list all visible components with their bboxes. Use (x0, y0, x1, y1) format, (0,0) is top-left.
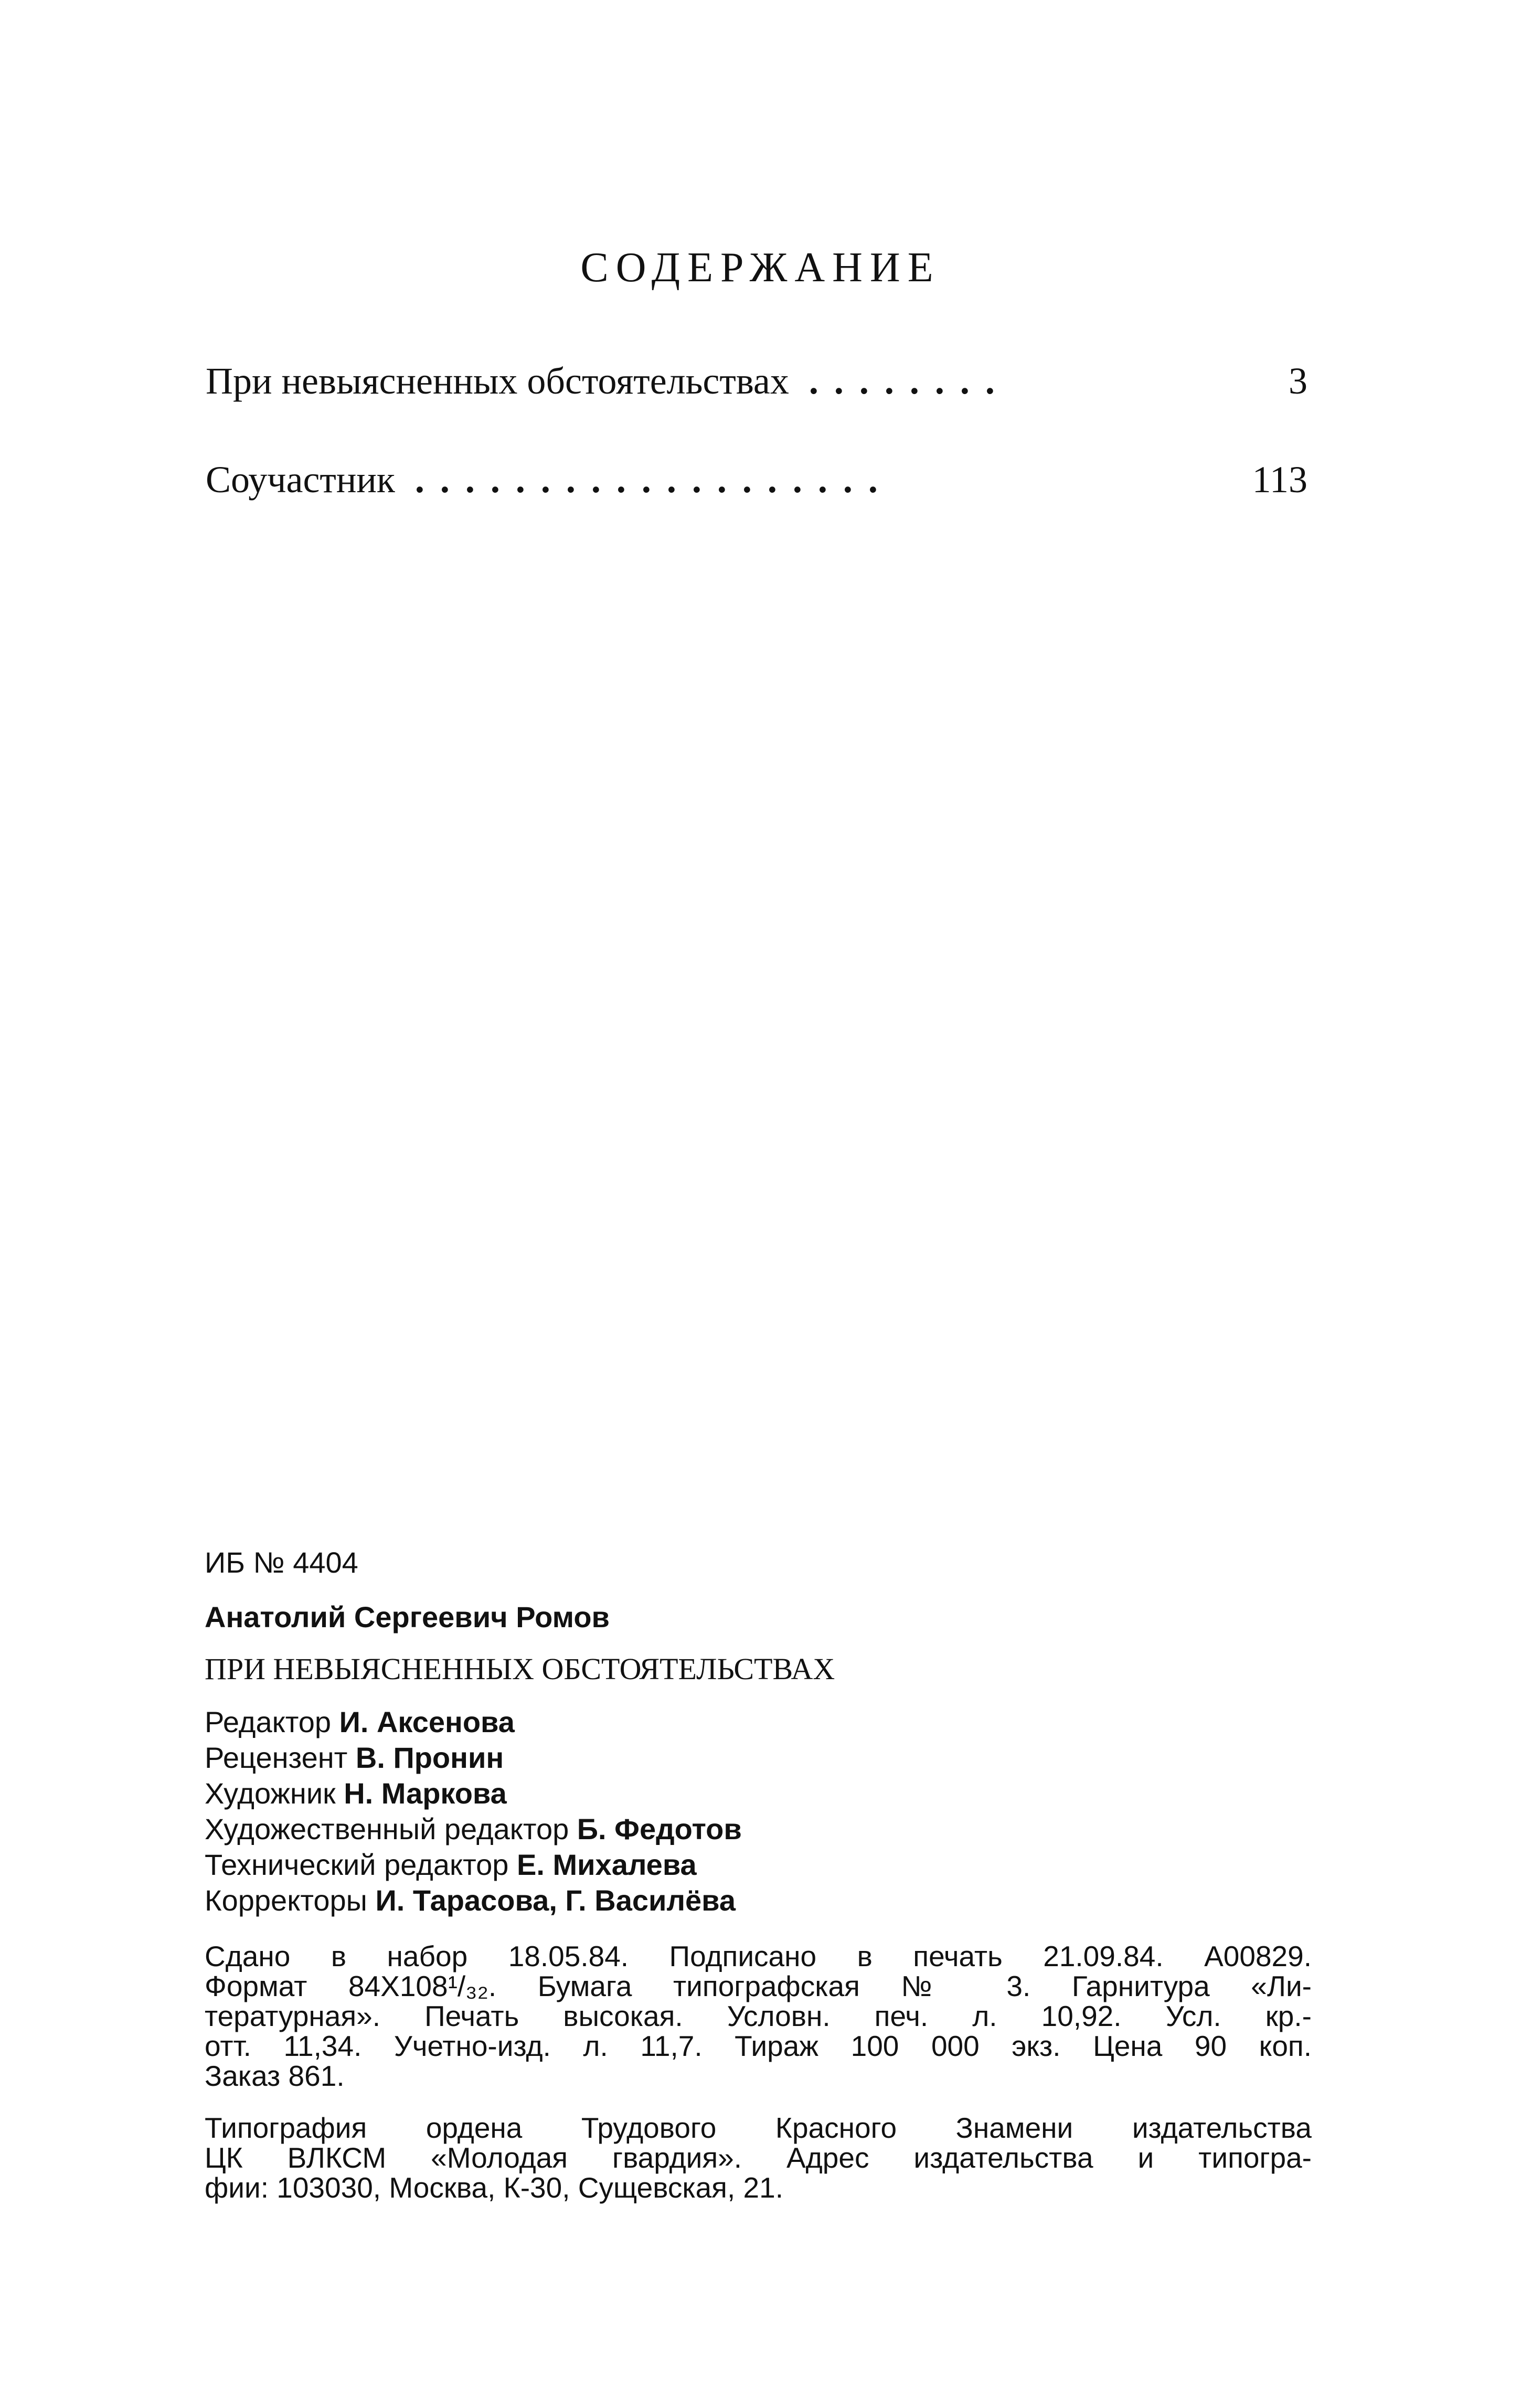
staff-row (205, 1740, 1312, 1776)
staff-role: Рецензент (205, 1741, 348, 1774)
table-of-contents (206, 362, 1307, 559)
staff-name: Б. Федотов (577, 1812, 742, 1845)
printing-house-line: Типография ордена Трудового Красного Знамени издательства (205, 2112, 1312, 2144)
staff-role: Художественный редактор (205, 1812, 569, 1845)
toc-dot-leader: ................... (414, 461, 894, 498)
print-details (205, 1942, 1312, 2091)
printing-house (205, 2113, 1312, 2203)
book-title: ПРИ НЕВЫЯСНЕННЫХ ОБСТОЯТЕЛЬСТВАХ (205, 1652, 835, 1686)
toc-dot-leader: ........ (809, 362, 1011, 400)
staff-name: Н. Маркова (344, 1777, 507, 1810)
printing-house-line: ЦК ВЛКСМ «Молодая гвардия». Адрес издательства и типогра- (205, 2141, 1312, 2174)
staff-name: Е. Михалева (517, 1848, 697, 1881)
imprint-block (205, 1548, 1312, 2225)
staff-row (205, 1811, 1312, 1847)
printing-house-line: фии: 103030, Москва, К-30, Сущевская, 21. (205, 2171, 783, 2204)
staff-role: Технический редактор (205, 1848, 509, 1881)
toc-entry-page: 3 (1289, 360, 1307, 402)
staff-row (205, 1847, 1312, 1883)
print-details-line: Сдано в набор 18.05.84. Подписано в печать 21.09.84. А00829. (205, 1940, 1312, 1972)
ib-number: ИБ № 4404 (205, 1546, 358, 1579)
staff-name: В. Пронин (355, 1741, 504, 1774)
staff-row (205, 1776, 1312, 1811)
toc-entry-title: При невыясненных обстоятельствах (206, 360, 789, 402)
staff-role: Художник (205, 1777, 336, 1810)
toc-entry (206, 461, 1307, 501)
staff-list (205, 1704, 1312, 1918)
toc-entry-page: 113 (1252, 459, 1307, 501)
toc-entry-title: Соучастник (206, 459, 395, 501)
staff-row (205, 1704, 1312, 1740)
staff-row (205, 1883, 1312, 1918)
contents-heading: СОДЕРЖАНИЕ (580, 245, 941, 291)
staff-role: Редактор (205, 1705, 332, 1738)
print-details-line: отт. 11,34. Учетно-изд. л. 11,7. Тираж 100 000 экз. Цена 90 коп. (205, 2030, 1312, 2062)
print-details-line: Заказ 861. (205, 2060, 345, 2092)
print-details-line: Формат 84Х108¹/₃₂. Бумага типографская № 3. Гарнитура «Ли- (205, 1970, 1312, 2002)
author-name: Анатолий Сергеевич Ромов (205, 1600, 610, 1633)
staff-role: Корректоры (205, 1884, 367, 1917)
toc-entry (206, 362, 1307, 402)
staff-name: И. Аксенова (339, 1705, 515, 1738)
print-details-line: тературная». Печать высокая. Условн. печ. л. 10,92. Усл. кр.- (205, 2000, 1312, 2032)
staff-name: И. Тарасова, Г. Василёва (375, 1884, 736, 1917)
